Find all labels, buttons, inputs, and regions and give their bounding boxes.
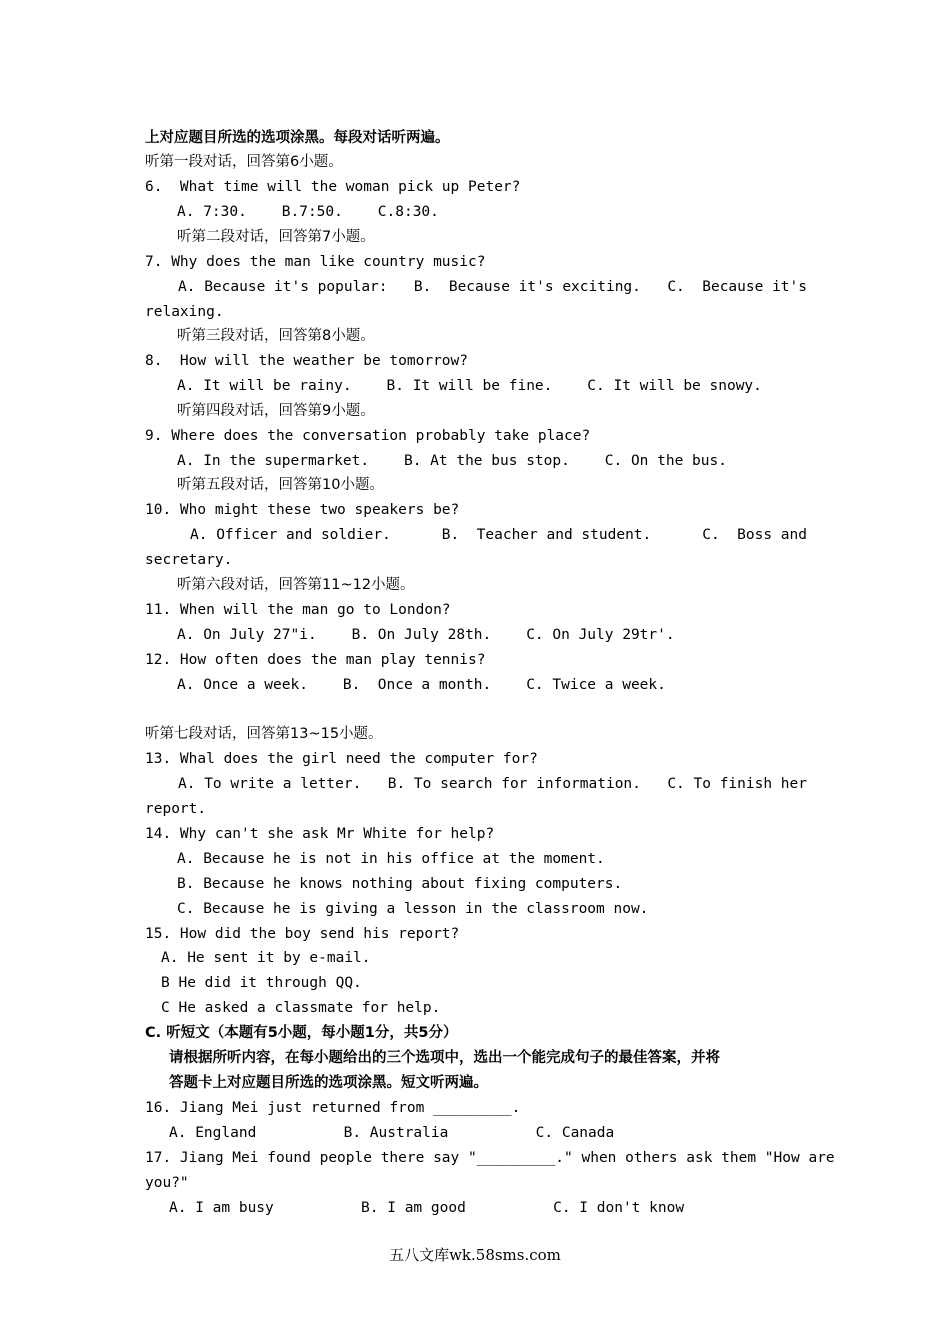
segment-2-heading: 听第二段对话，回答第7小题。 [177,229,375,245]
section-c-instruction-line-2: 答题卡上对应题目所选的选项涂黑。短文听两遍。 [169,1075,488,1091]
question-7-option-c: C. Because it's [667,279,807,295]
question-13-stem: 13. Whal does the girl need the computer for? [145,751,538,767]
question-13-options [145,773,807,795]
question-10-option-a: A. Officer and soldier. [190,527,391,543]
question-10-option-b: B. Teacher and student. [441,527,652,543]
question-12-stem: 12. How often does the man play tennis? [145,652,486,668]
question-15-option-b: B He did it through QQ. [161,975,362,991]
intro-tail: 上对应题目所选的选项涂黑。每段对话听两遍。 [145,130,450,146]
question-10-options [145,524,807,546]
question-14-option-a: A. Because he is not in his office at the moment. [177,851,605,867]
question-16-options: A. England B. Australia C. Canada [169,1125,615,1141]
question-12-options: A. Once a week. B. Once a month. C. Twice a week. [177,677,666,693]
segment-4-heading: 听第四段对话，回答第9小题。 [177,403,375,419]
question-11-options: A. On July 27"i. B. On July 28th. C. On July 29tr'. [177,627,675,643]
segment-6-heading: 听第六段对话，回答第11~12小题。 [177,577,415,593]
question-15-option-a: A. He sent it by e-mail. [161,950,371,966]
question-17-stem: 17. Jiang Mei found people there say "_________." when others ask them "How are [145,1150,835,1166]
question-11-stem: 11. When will the man go to London? [145,602,451,618]
segment-1-heading: 听第一段对话，回答第6小题。 [145,154,343,170]
question-17-options: A. I am busy B. I am good C. I don't know [169,1200,685,1216]
question-13-option-a: A. To write a letter. [178,776,362,792]
page-footer-watermark: 五八文库wk.58sms.com [389,1246,561,1264]
question-15-option-c: C He asked a classmate for help. [161,1000,441,1016]
segment-3-heading: 听第三段对话，回答第8小题。 [177,328,375,344]
question-17-continuation: you?" [145,1175,189,1191]
question-9-stem: 9. Where does the conversation probably take place? [145,428,591,444]
question-9-options: A. In the supermarket. B. At the bus stop. C. On the bus. [177,453,727,469]
section-c-title: C. 听短文（本题有5小题，每小题1分，共5分） [145,1025,458,1041]
question-13-continuation: report. [145,801,207,817]
question-6-stem: 6. What time will the woman pick up Peter? [145,179,521,195]
question-7-option-a: A. Because it's popular: [178,279,388,295]
segment-5-heading: 听第五段对话，回答第10小题。 [177,477,384,493]
question-7-options [145,276,807,298]
question-14-option-b: B. Because he knows nothing about fixing computers. [177,876,623,892]
question-8-options: A. It will be rainy. B. It will be fine. C. It will be snowy. [177,378,762,394]
question-7-continuation: relaxing. [145,304,224,320]
question-14-stem: 14. Why can't she ask Mr White for help? [145,826,495,842]
segment-7-heading: 听第七段对话，回答第13~15小题。 [145,726,383,742]
question-10-continuation: secretary. [145,552,233,568]
question-7-option-b: B. Because it's exciting. [413,279,641,295]
question-10-option-c: C. Boss and [702,527,807,543]
question-8-stem: 8. How will the weather be tomorrow? [145,353,469,369]
question-6-options: A. 7:30. B.7:50. C.8:30. [177,204,439,220]
section-c-instruction-line-1: 请根据所听内容，在每小题给出的三个选项中，选出一个能完成句子的最佳答案，并将 [169,1050,720,1066]
question-13-option-b: B. To search for information. [387,776,641,792]
question-10-stem: 10. Who might these two speakers be? [145,502,460,518]
question-14-option-c: C. Because he is giving a lesson in the classroom now. [177,901,649,917]
question-15-stem: 15. How did the boy send his report? [145,926,460,942]
question-13-option-c: C. To finish her [667,776,807,792]
question-16-stem: 16. Jiang Mei just returned from _________. [145,1100,521,1116]
question-7-stem: 7. Why does the man like country music? [145,254,486,270]
